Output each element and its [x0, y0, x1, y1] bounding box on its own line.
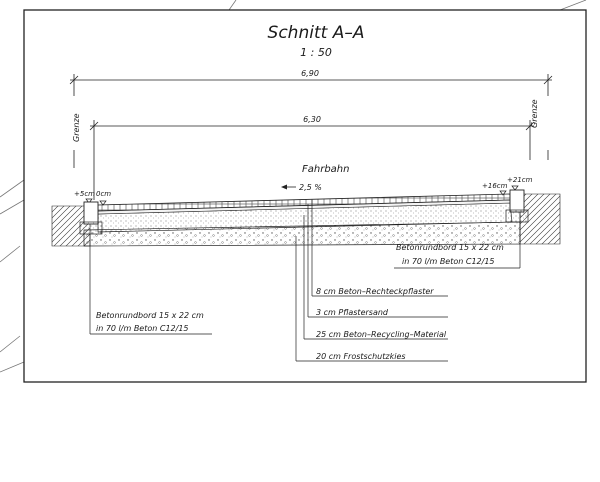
dimension-outer-label: 6,90: [301, 69, 319, 78]
layer-label-frost-gravel: 20 cm Frostschutzkies: [316, 352, 406, 361]
section-scale: 1 : 50: [300, 46, 332, 59]
layer-label-sand: 3 cm Pflastersand: [316, 308, 388, 317]
curb-left-note-2: in 70 l/m Beton C12/15: [96, 324, 189, 333]
curb-right-note-1: Betonrundbord 15 x 22 cm: [396, 243, 504, 252]
dimension-inner-label: 6,30: [303, 115, 321, 124]
slope-label: 2,5 %: [299, 183, 322, 192]
slope-arrow-icon: [281, 185, 296, 190]
boundary-left-label: Grenze: [72, 113, 81, 142]
elevation-left-2: 0cm: [96, 190, 112, 198]
layer-label-paving: 8 cm Beton–Rechteckpflaster: [316, 287, 434, 296]
elevation-right-2: +21cm: [507, 176, 533, 184]
curb-right-note-2: in 70 l/m Beton C12/15: [402, 257, 495, 266]
boundary-right-label: Grenze: [530, 99, 539, 128]
layer-label-recycling: 25 cm Beton–Recycling–Material: [316, 330, 447, 339]
lane-label: Fahrbahn: [302, 164, 350, 175]
elevation-right-1: +16cm: [482, 182, 508, 190]
curb-left-note-1: Betonrundbord 15 x 22 cm: [96, 311, 204, 320]
elevation-left-1: +5cm: [74, 190, 95, 198]
section-title: Schnitt A–A: [267, 23, 365, 43]
